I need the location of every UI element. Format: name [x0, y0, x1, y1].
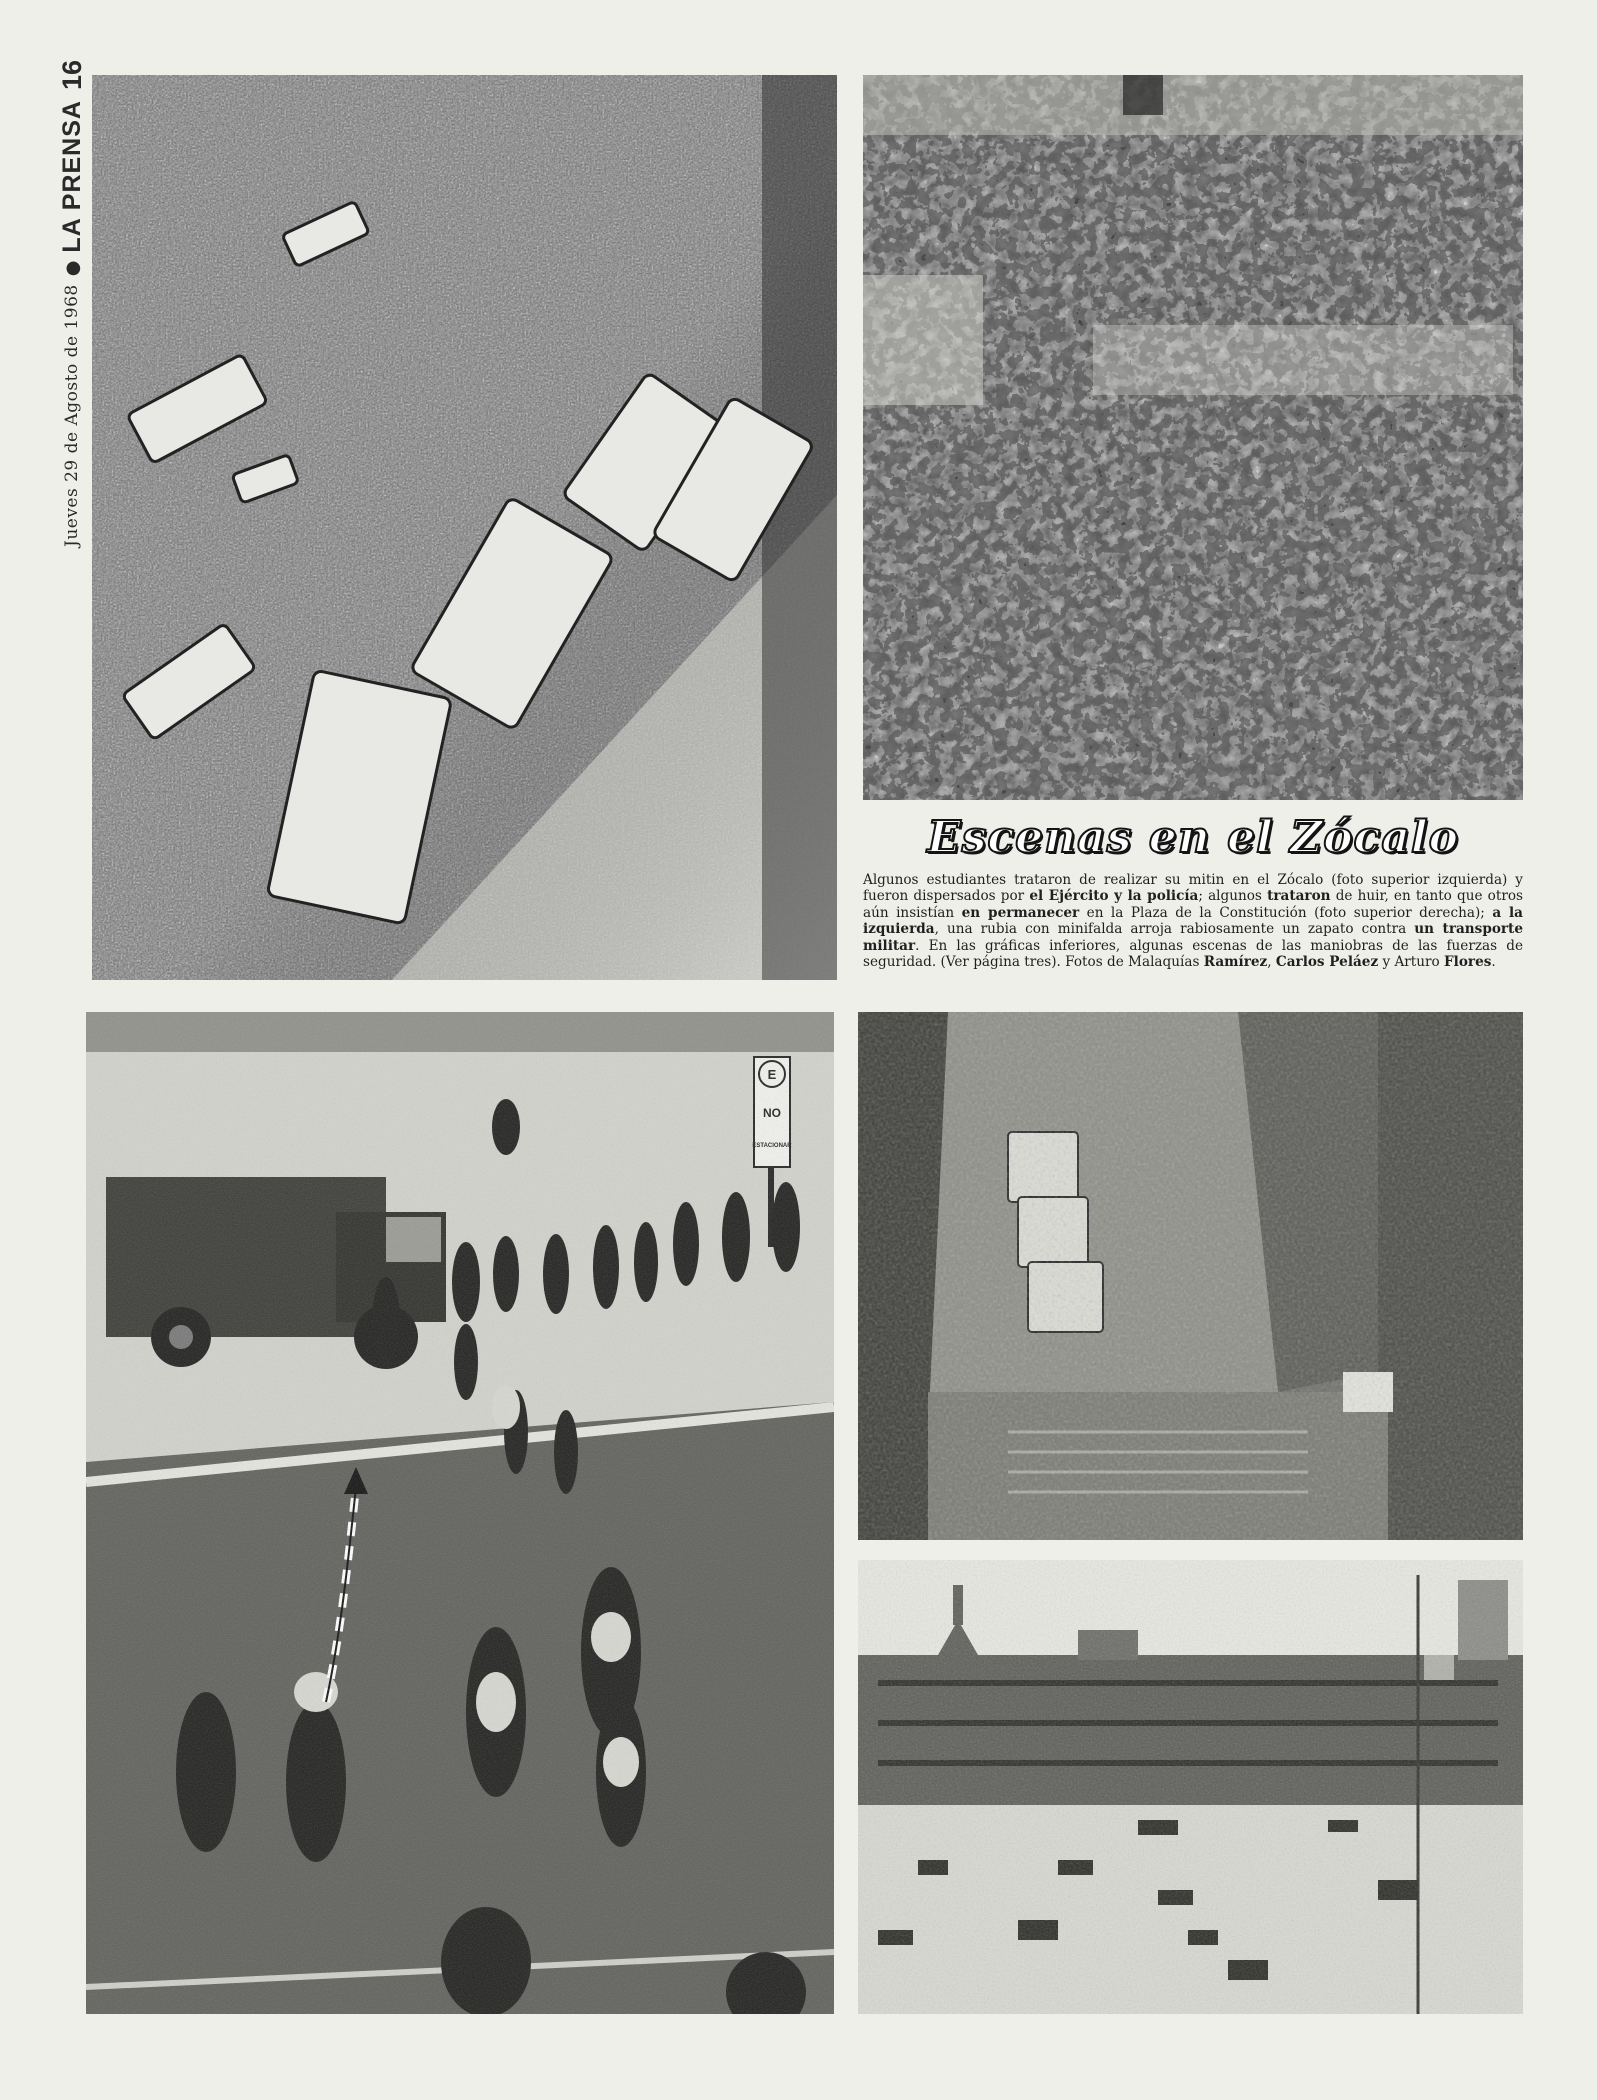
caption-segment: un transporte militar — [863, 921, 1523, 954]
caption-segment: Ramírez — [1203, 954, 1268, 971]
photo-plaza-crowd-image — [863, 75, 1523, 800]
caption-segment: en permanecer — [961, 904, 1080, 921]
caption-segment: y Arturo — [1378, 954, 1445, 971]
spine-separator: ● — [61, 260, 83, 277]
caption-segment: Flores — [1444, 954, 1492, 971]
photo-crowd-buses-image — [92, 75, 837, 980]
caption-segment: Algunos estudiantes trataron de realizar su mitin en el Zócalo (foto superior izquierda) y fueron dispersados por — [863, 872, 1523, 905]
photo-crowd-buses — [92, 75, 837, 980]
caption-segment: , — [1267, 954, 1276, 971]
photo-street-truck-image — [86, 1012, 834, 2014]
caption-segment: a la izquierda — [863, 904, 1523, 938]
photo-national-palace-image — [858, 1560, 1523, 2014]
caption-segment: . En las gráficas inferiores, algunas escenas de las maniobras de las fuerzas de seguridad. (Ver página tres). Fotos de Malaquías — [863, 937, 1523, 971]
article-block — [863, 810, 1523, 985]
caption-segment: trataron — [1267, 888, 1331, 905]
caption-segment: el Ejército y la policía — [1029, 888, 1199, 905]
article-caption — [863, 872, 1523, 970]
caption-segment: ; algunos — [1198, 888, 1268, 905]
photo-street-buses — [858, 1012, 1523, 1540]
page-spine — [52, 60, 92, 580]
photo-street-truck — [86, 1012, 834, 2014]
caption-segment: . — [1491, 954, 1496, 971]
newspaper-name: LA PRENSA — [57, 100, 86, 253]
caption-segment: en la Plaza de la Constitución (foto superior derecha); — [1079, 904, 1493, 921]
caption-segment: de huir, en tanto que otros aún insistían — [863, 888, 1523, 921]
photo-plaza-crowd — [863, 75, 1523, 800]
page-number: 16 — [56, 60, 87, 91]
issue-date: Jueves 29 de Agosto de 1968 — [62, 284, 82, 547]
caption-segment: Carlos Peláez — [1275, 954, 1379, 971]
photo-street-buses-image — [858, 1012, 1523, 1540]
caption-segment: , una rubia con minifalda arroja rabiosamente un zapato contra — [934, 921, 1415, 938]
photo-national-palace — [858, 1560, 1523, 2014]
article-headline: Escenas en el Zócalo — [927, 812, 1459, 863]
